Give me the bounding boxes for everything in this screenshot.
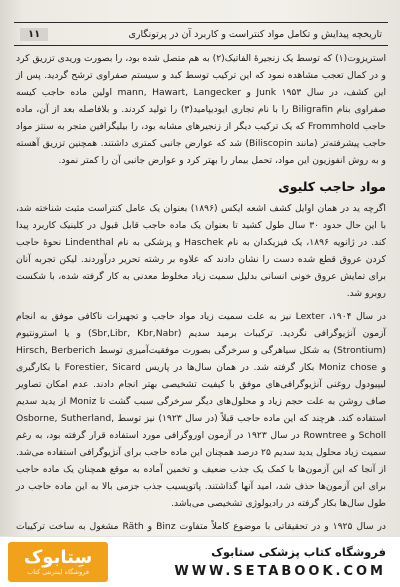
store-info [116,542,386,582]
chapter-title: تاریخچه پیدایش و تکامل مواد کنتراست و کاربرد آن در پرتونگاری [128,28,382,40]
setabook-logo[interactable] [8,542,108,582]
paragraph: در سال ۱۹۰۴، Lexter نیز به علت سمیت زیاد مواد حاجب و تجهیزات ناکافی موفق به انجام آزمون آنژیوگرافی نگردید. ترکیبات برمید سدیم (Sbr,Libr, Kbr,Nabr) و یا استرونتیوم (Strontium) به شکل سیاهرگی و سرخرگی بصورت موفقیت‌آمیزی توسط Hirsch, Berberich و Moniz chose بکار گرفته شد. در همان سال‌ها در پاریس Forestier, Sicard با بکارگیری لیپیودول روغنی آنژیوگرافی‌های موفق با کیفیت تشخیصی بهتر انجام دادند. عدم امکان تصاویر صاف روشن به علت حجم زیاد و محلول‌های دیگر سرخرگی سبب گشت تا Moniz از یدید سدیم استفاده کند. هرچند که این ماده حاجب قبلاً (در سال ۱۹۲۳) نیز توسط Osborne, Sutherland, Scholl و Rowntree در سال ۱۹۲۳ در آزمون اوروگرافی مورد استفاده قرار گرفته بود، به رغم سمیت زیاد محلول یدید سدیم ۲۵ درصد همچنان این ماده حاجب برای آنژیوگرافی استفاده می‌شد. از آنجا که این آزمون‌ها با کمک یک جذب ضعیف و تخمین آماده به موقع همچنان یک ماده حاجب برای این آزمون‌ها حذف شد، امید آنها گذاشتند. پاتوپسیب جذب جزمی بالا به این ماده حاجب در طول سال‌ها بکار گرفته در رادیولوژی تشخیصی می‌باشد. [16,311,387,509]
store-name: فروشگاه کتاب پزشکی ستابوک [211,545,386,559]
paragraph: اگرچه ید در همان اوایل کشف اشعه ایکس (۱۸۹۶) بعنوان یک عامل کنتراست مثبت شناخته شد، با این حال حدود ۳۰ سال طول کشید تا بعنوان یک ماده حاجب قابل قبول در کلینیک کاربرد پیدا کند. در ژانویه ۱۸۹۶، یک فیزیکدان به نام Haschek و پزشکی به نام Lindenthal نحوهٔ حاجب کردن عروق قطع شده دست را نشان دادند که علاوه بر رشته تحریر درآوردند. لیکن تجربه آنان برای تمایش عروق خونی انسانی بدلیل سمیت زیاد مخلوط معدنی به کار گرفته شده، با شکست روبرو شد. [16,203,387,299]
page-content [16,50,386,536]
paragraph: استریزوت(۱) که توسط یک زنجیرهٔ الفاتیک(۲) به هم متصل شده بود، را بصورت وریدی تزریق کرد و در کمال تعجب مشاهده نمود که این ترکیب توسط کبد و سیستم صفراوی ترشح گردید. پس از این کشف، در سال ۱۹۵۳ Junk و mann, Hawart, Langecker اولین ماده حاجب کیسه صفراوی بنام Biligrafin را با نام تجاری ایودیپامید(۳) را تولید کردند. و بلافاصله بعد از آن، ماده حاجب Frommhold که یک ترکیب دیگر از زنجیرهای مشابه بود، را بیلیگرافین متجر به سنتز مواد حاجب پیشرفته‌تر (مانند Biliscopin) شد که عوارض جانبی کمتری داشتند. همچنین تزریق آهسته و به روش انفوزیون این مواد، تحمل بیمار را بهتر کرد و عوارض جانبی آن را کمتر نمود. [16,53,387,166]
page-number: ۱۱ [20,28,48,41]
store-banner [0,536,400,587]
store-url-link[interactable]: WWW.SETABOOK.COM [174,564,386,579]
logo-text: سِتابوک [23,546,93,568]
paragraph: در سال ۱۹۲۵ و در تحقیقاتی با موضوع کاملاً متفاوت Binz و Räth مشغول به ساخت ترکیبات [16,521,387,532]
section-title: مواد حاجب کلیوی [278,179,386,194]
page-header [14,22,388,46]
logo-subtext: فروشگاه اینترنتی کتاب [27,567,89,576]
